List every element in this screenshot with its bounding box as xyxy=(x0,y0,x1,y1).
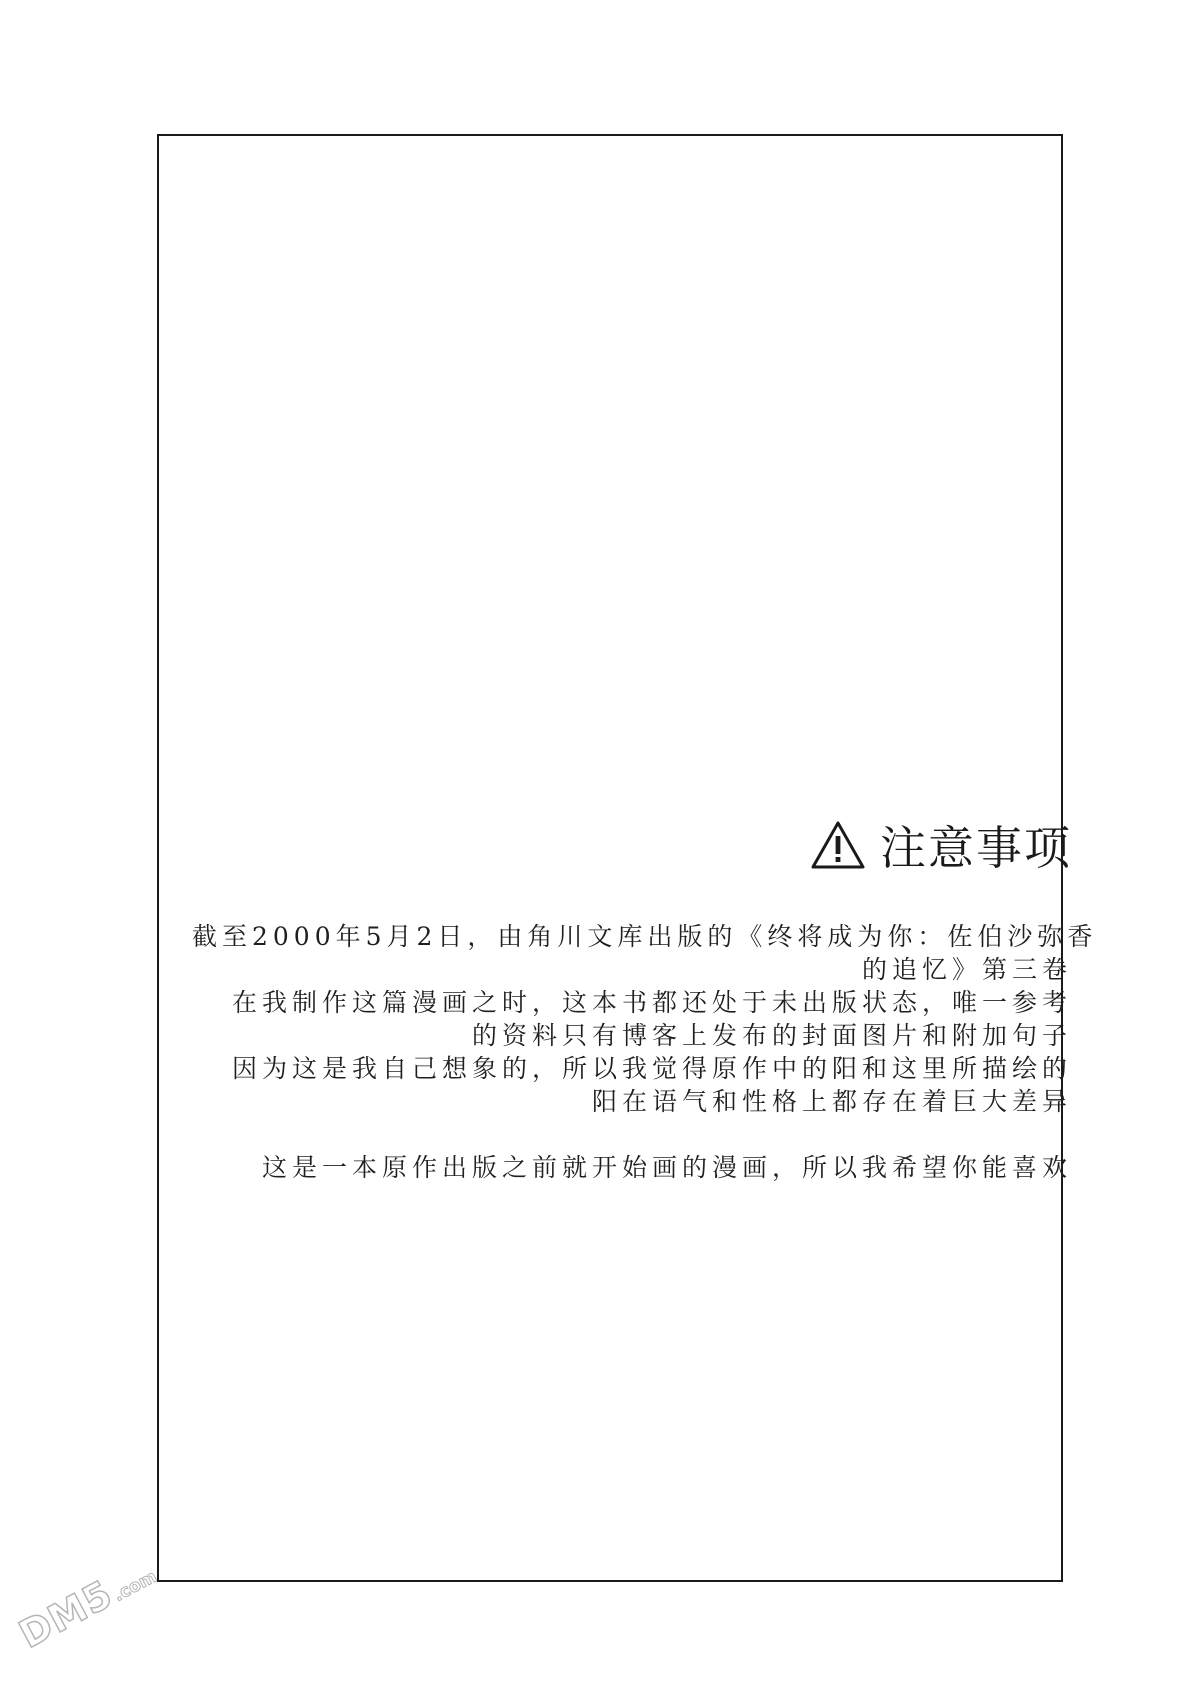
notice-title: 注意事项 xyxy=(880,821,1072,875)
warning-triangle-icon xyxy=(810,820,866,870)
notice-line: 阳在语气和性格上都存在着巨大差异 xyxy=(591,1087,1072,1116)
notice-line: 截至2000年5月2日，由角川文库出版的《终将成为你：佐伯沙弥香 xyxy=(192,922,1098,951)
notice-heading xyxy=(810,812,1072,878)
notice-line: 的追忆》第三卷 xyxy=(861,955,1072,984)
notice-body xyxy=(192,920,1098,1184)
watermark-logo-text: DM5 xyxy=(12,1571,120,1657)
watermark-domain-suffix: .com xyxy=(110,1566,161,1606)
notice-line: 的资料只有博客上发布的封面图片和附加句子 xyxy=(471,1021,1072,1050)
notice-line: 在我制作这篇漫画之时，这本书都还处于未出版状态，唯一参考 xyxy=(231,988,1072,1017)
notice-closing-line: 这是一本原作出版之前就开始画的漫画，所以我希望你能喜欢 xyxy=(261,1153,1072,1182)
site-watermark xyxy=(12,1549,162,1657)
notice-line: 因为这是我自己想象的，所以我觉得原作中的阳和这里所描绘的 xyxy=(231,1054,1072,1083)
